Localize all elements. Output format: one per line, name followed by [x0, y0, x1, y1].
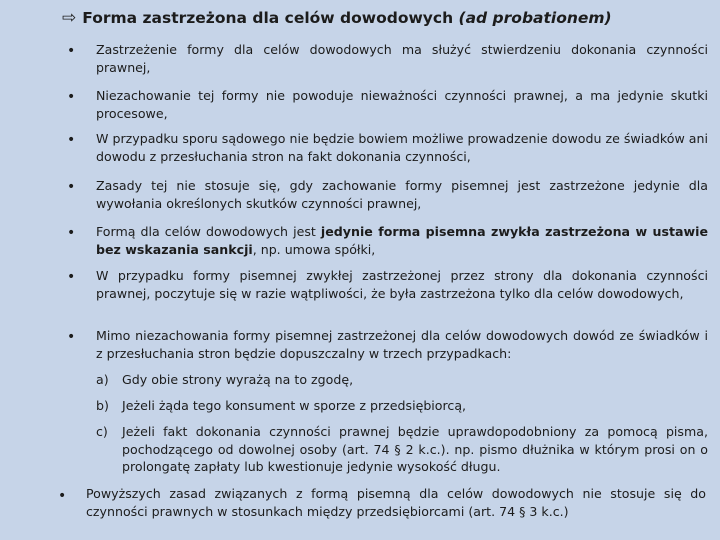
- bullet-icon: •: [58, 488, 67, 504]
- item-bold-text: jedynie forma pisemna zwykła zastrzeżona w ustawie bez wskazania sankcji: [96, 224, 708, 257]
- list-item: Mimo niezachowania formy pisemnej zastrzeżonej dla celów dowodowych dowód ze świadków i z przesłuchania stron będzie dopuszczalny w trzech przypadkach:: [96, 328, 708, 361]
- final-note: Powyższych zasad związanych z formą pisemną dla celów dowodowych nie stosuje się do czynności prawnych w stosunkach między przedsiębiorcami (art. 74 § 3 k.c.): [86, 486, 706, 519]
- list-item: Niezachowanie tej formy nie powoduje nieważności czynności prawnej, a ma jedynie skutki procesowe,: [96, 88, 708, 121]
- bullet-icon: •: [67, 43, 76, 59]
- list-item: W przypadku formy pisemnej zwykłej zastrzeżonej przez strony dla dokonania czynności prawnej, poczytuje się w razie wątpliwości, że była zastrzeżona tylko dla celów dowodowych,: [96, 268, 708, 301]
- sub-item-letter: c): [96, 424, 108, 439]
- list-item: Zastrzeżenie formy dla celów dowodowych ma służyć stwierdzeniu dokonania czynności prawnej,: [96, 42, 708, 75]
- bullet-icon: •: [67, 269, 76, 285]
- bullet-icon: •: [67, 179, 76, 195]
- list-item: W przypadku sporu sądowego nie będzie bowiem możliwe prowadzenie dowodu ze świadków ani dowodu z przesłuchania stron na fakt dokonania czynności,: [96, 131, 708, 164]
- sub-item: Gdy obie strony wyrażą na to zgodę,: [122, 372, 354, 387]
- slide-title: [62, 8, 702, 28]
- sub-item: Jeżeli fakt dokonania czynności prawnej będzie uprawdopodobniony za pomocą pisma, pochodzącego od dowolnej osoby (art. 74 § 2 k.c.). np. pismo dłużnika w którym prosi on o prolongatę zapłaty lub kwestionuje jedynie wysokość długu.: [122, 424, 708, 474]
- sub-item-letter: a): [96, 372, 109, 387]
- item-text: Formą dla celów dowodowych jest: [96, 224, 321, 239]
- title-main: Forma zastrzeżona dla celów dowodowych: [82, 9, 454, 27]
- bullet-icon: •: [67, 89, 76, 105]
- bullet-icon: •: [67, 225, 76, 241]
- sub-item: Jeżeli żąda tego konsument w sporze z przedsiębiorcą,: [122, 398, 467, 413]
- list-item: [96, 223, 708, 258]
- list-item: Zasady tej nie stosuje się, gdy zachowanie formy pisemnej jest zastrzeżone jedynie dla wywołania określonych skutków czynności prawnej,: [96, 178, 708, 211]
- bullet-icon: •: [67, 329, 76, 345]
- bullet-icon: •: [67, 132, 76, 148]
- sub-item-letter: b): [96, 398, 109, 413]
- title-italic: (ad probationem): [458, 9, 612, 27]
- item-text: , np. umowa spółki,: [252, 241, 376, 257]
- arrow-right-icon: ⇨: [62, 8, 77, 28]
